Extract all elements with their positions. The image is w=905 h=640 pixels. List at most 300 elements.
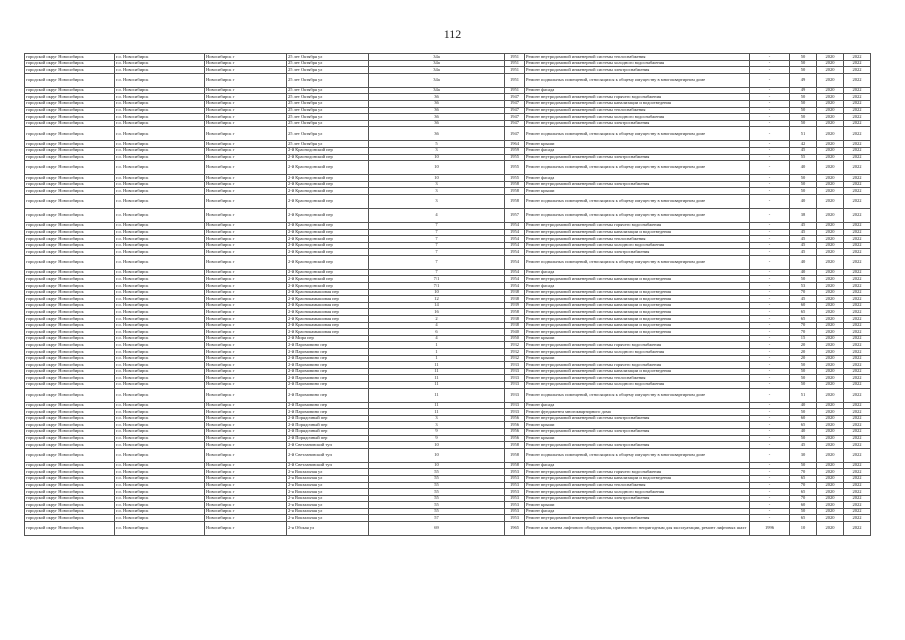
cell-start-year: 2020 — [817, 67, 844, 74]
cell-start-year: 2020 — [817, 194, 844, 208]
cell-street: 2-й Мира пер — [287, 335, 369, 342]
cell-house: 7 — [369, 236, 505, 243]
cell-wear: 50 — [790, 462, 817, 469]
cell-district: городской округ Новосибирск — [25, 422, 115, 429]
cell-start-year: 2020 — [817, 462, 844, 469]
cell-work-type: Ремонт внутридомовой инженерной системы электроснабжения — [525, 428, 750, 435]
cell-street: 2-я Вокзальная ул — [287, 508, 369, 515]
cell-end-year: 2022 — [844, 127, 871, 141]
cell-street: 2-й Краснодонский пер — [287, 276, 369, 283]
cell-end-year: 2022 — [844, 188, 871, 195]
cell-start-year: 2020 — [817, 428, 844, 435]
table-row — [25, 236, 871, 243]
cell-end-year: 2022 — [844, 73, 871, 87]
cell-wear: 10 — [790, 522, 817, 536]
table-row — [25, 402, 871, 409]
cell-district: городской округ Новосибирск — [25, 283, 115, 290]
cell-house: 12 — [369, 296, 505, 303]
cell-street: 25 лет Октября ул — [287, 87, 369, 94]
cell-start-year: 2020 — [817, 388, 844, 402]
table-row — [25, 73, 871, 87]
cell-house: 3 — [369, 188, 505, 195]
table-row — [25, 342, 871, 349]
cell-wear: 45 — [790, 442, 817, 449]
cell-wear: 50 — [790, 181, 817, 188]
cell-work-type: Ремонт внутридомовой инженерной системы теплоснабжения — [525, 375, 750, 382]
cell-year: 1953 — [505, 475, 525, 482]
cell-house: 4 — [369, 335, 505, 342]
cell-year: 1958 — [505, 462, 525, 469]
cell-district: городской округ Новосибирск — [25, 141, 115, 148]
cell-wear: 50 — [790, 508, 817, 515]
cell-work-type: Ремонт крыши — [525, 335, 750, 342]
cell-city-district: г.о. Новосибирск — [115, 255, 205, 269]
cell-rep-year: - — [750, 60, 790, 67]
cell-house: 55 — [369, 475, 505, 482]
cell-year: 1932 — [505, 355, 525, 362]
cell-house: 55 — [369, 502, 505, 509]
cell-work-type: Ремонт внутридомовой инженерной системы теплоснабжения — [525, 236, 750, 243]
cell-start-year: 2020 — [817, 229, 844, 236]
cell-house: 7 — [369, 269, 505, 276]
cell-year: 1953 — [505, 515, 525, 522]
cell-year: 1959 — [505, 147, 525, 154]
cell-settlement: Новосибирск г — [205, 349, 287, 356]
cell-start-year: 2020 — [817, 489, 844, 496]
cell-street: 2-й Паромовино пер — [287, 402, 369, 409]
cell-year: 1956 — [505, 435, 525, 442]
cell-start-year: 2020 — [817, 242, 844, 249]
cell-end-year: 2022 — [844, 409, 871, 416]
cell-city-district: г.о. Новосибирск — [115, 428, 205, 435]
cell-end-year: 2022 — [844, 154, 871, 161]
table-row — [25, 448, 871, 462]
cell-district: городской округ Новосибирск — [25, 415, 115, 422]
cell-city-district: г.о. Новосибирск — [115, 67, 205, 74]
table-row — [25, 54, 871, 61]
cell-wear: 45 — [790, 147, 817, 154]
cell-street: 2-й Порядочный пер — [287, 428, 369, 435]
cell-street: 2-й Краснодонский пер — [287, 242, 369, 249]
cell-end-year: 2022 — [844, 388, 871, 402]
cell-end-year: 2022 — [844, 141, 871, 148]
cell-work-type: Ремонт внутридомовой инженерной системы холодного водоснабжения — [525, 242, 750, 249]
cell-house: 7 — [369, 242, 505, 249]
cell-house: 3 — [369, 422, 505, 429]
cell-house: 14 — [369, 302, 505, 309]
cell-city-district: г.о. Новосибирск — [115, 54, 205, 61]
cell-year: 1933 — [505, 402, 525, 409]
cell-settlement: Новосибирск г — [205, 342, 287, 349]
cell-start-year: 2020 — [817, 316, 844, 323]
cell-work-type: Ремонт фасада — [525, 283, 750, 290]
cell-city-district: г.о. Новосибирск — [115, 508, 205, 515]
cell-settlement: Новосибирск г — [205, 422, 287, 429]
cell-work-type: Ремонт подвальных помещений, относящихся к общему имуществу в многоквартирном доме — [525, 255, 750, 269]
cell-work-type: Ремонт крыши — [525, 422, 750, 429]
cell-start-year: 2020 — [817, 442, 844, 449]
cell-city-district: г.о. Новосибирск — [115, 409, 205, 416]
table-row — [25, 482, 871, 489]
cell-settlement: Новосибирск г — [205, 269, 287, 276]
cell-street: 2-й Светлановский туп — [287, 442, 369, 449]
cell-end-year: 2022 — [844, 362, 871, 369]
cell-work-type: Ремонт внутридомовой инженерной системы электроснабжения — [525, 415, 750, 422]
cell-house: 10 — [369, 154, 505, 161]
cell-city-district: г.о. Новосибирск — [115, 322, 205, 329]
cell-work-type: Ремонт внутридомовой инженерной системы электроснабжения — [525, 181, 750, 188]
cell-settlement: Новосибирск г — [205, 283, 287, 290]
cell-start-year: 2020 — [817, 114, 844, 121]
cell-year: 1953 — [505, 469, 525, 476]
cell-wear: 70 — [790, 495, 817, 502]
cell-city-district: г.о. Новосибирск — [115, 242, 205, 249]
cell-settlement: Новосибирск г — [205, 229, 287, 236]
cell-city-district: г.о. Новосибирск — [115, 60, 205, 67]
table-row — [25, 120, 871, 127]
cell-year: 1955 — [505, 154, 525, 161]
cell-city-district: г.о. Новосибирск — [115, 194, 205, 208]
cell-city-district: г.о. Новосибирск — [115, 368, 205, 375]
cell-district: городской округ Новосибирск — [25, 375, 115, 382]
cell-street: 2-й Паромовино пер — [287, 381, 369, 388]
table-row — [25, 107, 871, 114]
cell-street: 2-й Краснодонский пер — [287, 188, 369, 195]
cell-start-year: 2020 — [817, 188, 844, 195]
cell-year: 1958 — [505, 448, 525, 462]
cell-settlement: Новосибирск г — [205, 409, 287, 416]
table-row — [25, 100, 871, 107]
cell-rep-year: - — [750, 54, 790, 61]
cell-rep-year: - — [750, 249, 790, 256]
cell-street: 25 лет Октября ул — [287, 60, 369, 67]
cell-house: 11 — [369, 409, 505, 416]
cell-settlement: Новосибирск г — [205, 495, 287, 502]
cell-district: городской округ Новосибирск — [25, 229, 115, 236]
cell-house: 55 — [369, 469, 505, 476]
cell-settlement: Новосибирск г — [205, 522, 287, 536]
cell-year: 1947 — [505, 120, 525, 127]
cell-end-year: 2022 — [844, 381, 871, 388]
cell-district: городской округ Новосибирск — [25, 362, 115, 369]
cell-work-type: Ремонт внутридомовой инженерной системы теплоснабжения — [525, 482, 750, 489]
cell-city-district: г.о. Новосибирск — [115, 269, 205, 276]
cell-wear: 50 — [790, 409, 817, 416]
cell-work-type: Ремонт внутридомовой инженерной системы канализации и водоотведения — [525, 368, 750, 375]
cell-street: 25 лет Октября ул — [287, 67, 369, 74]
cell-city-district: г.о. Новосибирск — [115, 489, 205, 496]
cell-wear: 42 — [790, 141, 817, 148]
table-row — [25, 296, 871, 303]
cell-street: 2-я Вокзальная ул — [287, 489, 369, 496]
cell-year: 1954 — [505, 255, 525, 269]
table-row — [25, 462, 871, 469]
cell-rep-year: - — [750, 362, 790, 369]
cell-house: 10 — [369, 289, 505, 296]
cell-district: городской округ Новосибирск — [25, 208, 115, 222]
cell-street: 2-й Паромовино пер — [287, 368, 369, 375]
cell-settlement: Новосибирск г — [205, 194, 287, 208]
cell-rep-year: - — [750, 428, 790, 435]
cell-year: 1938 — [505, 296, 525, 303]
cell-rep-year: - — [750, 355, 790, 362]
cell-year: 1957 — [505, 208, 525, 222]
cell-house: 10 — [369, 161, 505, 175]
cell-work-type: Ремонт подвальных помещений, относящихся к общему имуществу в многоквартирном доме — [525, 388, 750, 402]
cell-house: 10 — [369, 448, 505, 462]
cell-work-type: Ремонт внутридомовой инженерной системы горячего водоснабжения — [525, 469, 750, 476]
cell-work-type: Ремонт внутридомовой инженерной системы горячего водоснабжения — [525, 222, 750, 229]
cell-start-year: 2020 — [817, 335, 844, 342]
cell-rep-year: - — [750, 147, 790, 154]
cell-rep-year: - — [750, 368, 790, 375]
table-body — [25, 54, 871, 536]
cell-city-district: г.о. Новосибирск — [115, 329, 205, 336]
cell-work-type: Ремонт внутридомовой инженерной системы канализации и водоотведения — [525, 329, 750, 336]
cell-city-district: г.о. Новосибирск — [115, 107, 205, 114]
cell-rep-year: - — [750, 276, 790, 283]
cell-house: 4 — [369, 322, 505, 329]
cell-rep-year: - — [750, 296, 790, 303]
cell-settlement: Новосибирск г — [205, 415, 287, 422]
cell-house: 11 — [369, 381, 505, 388]
cell-work-type: Ремонт фундамента многоквартирного дома — [525, 409, 750, 416]
cell-start-year: 2020 — [817, 255, 844, 269]
cell-end-year: 2022 — [844, 482, 871, 489]
cell-end-year: 2022 — [844, 329, 871, 336]
cell-end-year: 2022 — [844, 495, 871, 502]
cell-rep-year: - — [750, 302, 790, 309]
cell-rep-year: - — [750, 409, 790, 416]
cell-end-year: 2022 — [844, 255, 871, 269]
cell-rep-year: - — [750, 435, 790, 442]
cell-house: 36 — [369, 127, 505, 141]
table-row — [25, 283, 871, 290]
cell-work-type: Ремонт фасада — [525, 269, 750, 276]
cell-start-year: 2020 — [817, 161, 844, 175]
table-row — [25, 368, 871, 375]
table-row — [25, 469, 871, 476]
cell-city-district: г.о. Новосибирск — [115, 154, 205, 161]
cell-rep-year: - — [750, 181, 790, 188]
cell-city-district: г.о. Новосибирск — [115, 462, 205, 469]
table-row — [25, 381, 871, 388]
cell-district: городской округ Новосибирск — [25, 154, 115, 161]
cell-year: 1938 — [505, 322, 525, 329]
cell-work-type: Ремонт внутридомовой инженерной системы электроснабжения — [525, 495, 750, 502]
cell-wear: 50 — [790, 94, 817, 101]
cell-wear: 50 — [790, 175, 817, 182]
table-row — [25, 127, 871, 141]
cell-rep-year: - — [750, 515, 790, 522]
cell-year: 1951 — [505, 67, 525, 74]
cell-rep-year: - — [750, 236, 790, 243]
cell-street: 2-й Порядочный пер — [287, 435, 369, 442]
cell-city-district: г.о. Новосибирск — [115, 495, 205, 502]
cell-house: 11 — [369, 388, 505, 402]
cell-district: городской округ Новосибирск — [25, 309, 115, 316]
cell-settlement: Новосибирск г — [205, 355, 287, 362]
cell-year: 1932 — [505, 342, 525, 349]
cell-end-year: 2022 — [844, 302, 871, 309]
cell-end-year: 2022 — [844, 94, 871, 101]
cell-work-type: Ремонт подвальных помещений, относящихся к общему имуществу в многоквартирном доме — [525, 161, 750, 175]
cell-end-year: 2022 — [844, 469, 871, 476]
cell-start-year: 2020 — [817, 508, 844, 515]
cell-work-type: Ремонт внутридомовой инженерной системы горячего водоснабжения — [525, 362, 750, 369]
cell-house: 3 — [369, 181, 505, 188]
table-row — [25, 114, 871, 121]
cell-wear: 40 — [790, 255, 817, 269]
cell-district: городской округ Новосибирск — [25, 236, 115, 243]
table-row — [25, 495, 871, 502]
cell-district: городской округ Новосибирск — [25, 335, 115, 342]
cell-house: 34а — [369, 54, 505, 61]
cell-district: городской округ Новосибирск — [25, 381, 115, 388]
cell-city-district: г.о. Новосибирск — [115, 375, 205, 382]
cell-street: 25 лет Октября ул — [287, 73, 369, 87]
table-row — [25, 502, 871, 509]
table-row — [25, 316, 871, 323]
cell-settlement: Новосибирск г — [205, 236, 287, 243]
cell-work-type: Ремонт внутридомовой инженерной системы электроснабжения — [525, 442, 750, 449]
cell-start-year: 2020 — [817, 73, 844, 87]
cell-start-year: 2020 — [817, 349, 844, 356]
cell-end-year: 2022 — [844, 120, 871, 127]
cell-rep-year: - — [750, 415, 790, 422]
cell-city-district: г.о. Новосибирск — [115, 522, 205, 536]
cell-city-district: г.о. Новосибирск — [115, 100, 205, 107]
cell-end-year: 2022 — [844, 489, 871, 496]
table-row — [25, 335, 871, 342]
cell-city-district: г.о. Новосибирск — [115, 435, 205, 442]
cell-district: городской округ Новосибирск — [25, 94, 115, 101]
cell-start-year: 2020 — [817, 222, 844, 229]
cell-street: 25 лет Октября ул — [287, 100, 369, 107]
table-row — [25, 409, 871, 416]
cell-street: 2-я Вокзальная ул — [287, 469, 369, 476]
cell-settlement: Новосибирск г — [205, 296, 287, 303]
cell-city-district: г.о. Новосибирск — [115, 283, 205, 290]
cell-city-district: г.о. Новосибирск — [115, 388, 205, 402]
cell-street: 2-я Вокзальная ул — [287, 495, 369, 502]
cell-wear: 49 — [790, 87, 817, 94]
cell-year: 1951 — [505, 60, 525, 67]
cell-house: 3 — [369, 415, 505, 422]
cell-wear: 55 — [790, 154, 817, 161]
cell-district: городской округ Новосибирск — [25, 107, 115, 114]
cell-wear: 65 — [790, 309, 817, 316]
cell-district: городской округ Новосибирск — [25, 342, 115, 349]
cell-city-district: г.о. Новосибирск — [115, 141, 205, 148]
cell-street: 2-й Краснодонский пер — [287, 229, 369, 236]
cell-wear: 50 — [790, 120, 817, 127]
cell-district: городской округ Новосибирск — [25, 302, 115, 309]
cell-district: городской округ Новосибирск — [25, 73, 115, 87]
cell-start-year: 2020 — [817, 409, 844, 416]
cell-rep-year: - — [750, 107, 790, 114]
cell-rep-year: - — [750, 141, 790, 148]
cell-settlement: Новосибирск г — [205, 475, 287, 482]
cell-district: городской округ Новосибирск — [25, 181, 115, 188]
cell-end-year: 2022 — [844, 208, 871, 222]
cell-start-year: 2020 — [817, 522, 844, 536]
cell-house: 11 — [369, 375, 505, 382]
cell-house: 4 — [369, 208, 505, 222]
cell-rep-year: 1996 — [750, 522, 790, 536]
table-row — [25, 322, 871, 329]
cell-year: 1951 — [505, 87, 525, 94]
cell-start-year: 2020 — [817, 120, 844, 127]
cell-start-year: 2020 — [817, 100, 844, 107]
cell-settlement: Новосибирск г — [205, 94, 287, 101]
cell-year: 1965 — [505, 522, 525, 536]
page-number: 112 — [443, 27, 462, 41]
cell-year: 1947 — [505, 127, 525, 141]
cell-wear: 51 — [790, 127, 817, 141]
table-row — [25, 60, 871, 67]
cell-end-year: 2022 — [844, 194, 871, 208]
cell-start-year: 2020 — [817, 342, 844, 349]
cell-street: 25 лет Октября ул — [287, 107, 369, 114]
cell-district: городской округ Новосибирск — [25, 289, 115, 296]
cell-settlement: Новосибирск г — [205, 388, 287, 402]
cell-start-year: 2020 — [817, 181, 844, 188]
cell-wear: 40 — [790, 269, 817, 276]
cell-end-year: 2022 — [844, 375, 871, 382]
cell-street: 25 лет Октября ул — [287, 127, 369, 141]
cell-wear: 50 — [790, 381, 817, 388]
cell-wear: 38 — [790, 208, 817, 222]
cell-work-type: Ремонт внутридомовой инженерной системы канализации и водоотведения — [525, 276, 750, 283]
cell-settlement: Новосибирск г — [205, 515, 287, 522]
cell-city-district: г.о. Новосибирск — [115, 127, 205, 141]
cell-city-district: г.о. Новосибирск — [115, 175, 205, 182]
cell-end-year: 2022 — [844, 502, 871, 509]
table-row — [25, 181, 871, 188]
cell-year: 1955 — [505, 175, 525, 182]
cell-end-year: 2022 — [844, 402, 871, 409]
cell-city-district: г.о. Новосибирск — [115, 309, 205, 316]
table-row — [25, 289, 871, 296]
table-row — [25, 415, 871, 422]
cell-district: городской округ Новосибирск — [25, 462, 115, 469]
cell-end-year: 2022 — [844, 428, 871, 435]
cell-settlement: Новосибирск г — [205, 435, 287, 442]
cell-rep-year: - — [750, 342, 790, 349]
cell-city-district: г.о. Новосибирск — [115, 120, 205, 127]
cell-work-type: Ремонт фасада — [525, 462, 750, 469]
cell-street: 2-й Краснодонский пер — [287, 249, 369, 256]
cell-rep-year: - — [750, 289, 790, 296]
cell-end-year: 2022 — [844, 349, 871, 356]
cell-street: 2-я Вокзальная ул — [287, 475, 369, 482]
cell-year: 1958 — [505, 181, 525, 188]
cell-wear: 50 — [790, 107, 817, 114]
table-row — [25, 255, 871, 269]
cell-city-district: г.о. Новосибирск — [115, 362, 205, 369]
cell-work-type: Ремонт внутридомовой инженерной системы холодного водоснабжения — [525, 381, 750, 388]
cell-street: 2-й Порядочный пер — [287, 422, 369, 429]
cell-house: 6 — [369, 329, 505, 336]
cell-rep-year: - — [750, 222, 790, 229]
cell-end-year: 2022 — [844, 335, 871, 342]
cell-street: 2-й Паромовино пер — [287, 362, 369, 369]
cell-house: 7/1 — [369, 276, 505, 283]
cell-start-year: 2020 — [817, 309, 844, 316]
cell-district: городской округ Новосибирск — [25, 127, 115, 141]
cell-wear: 70 — [790, 322, 817, 329]
